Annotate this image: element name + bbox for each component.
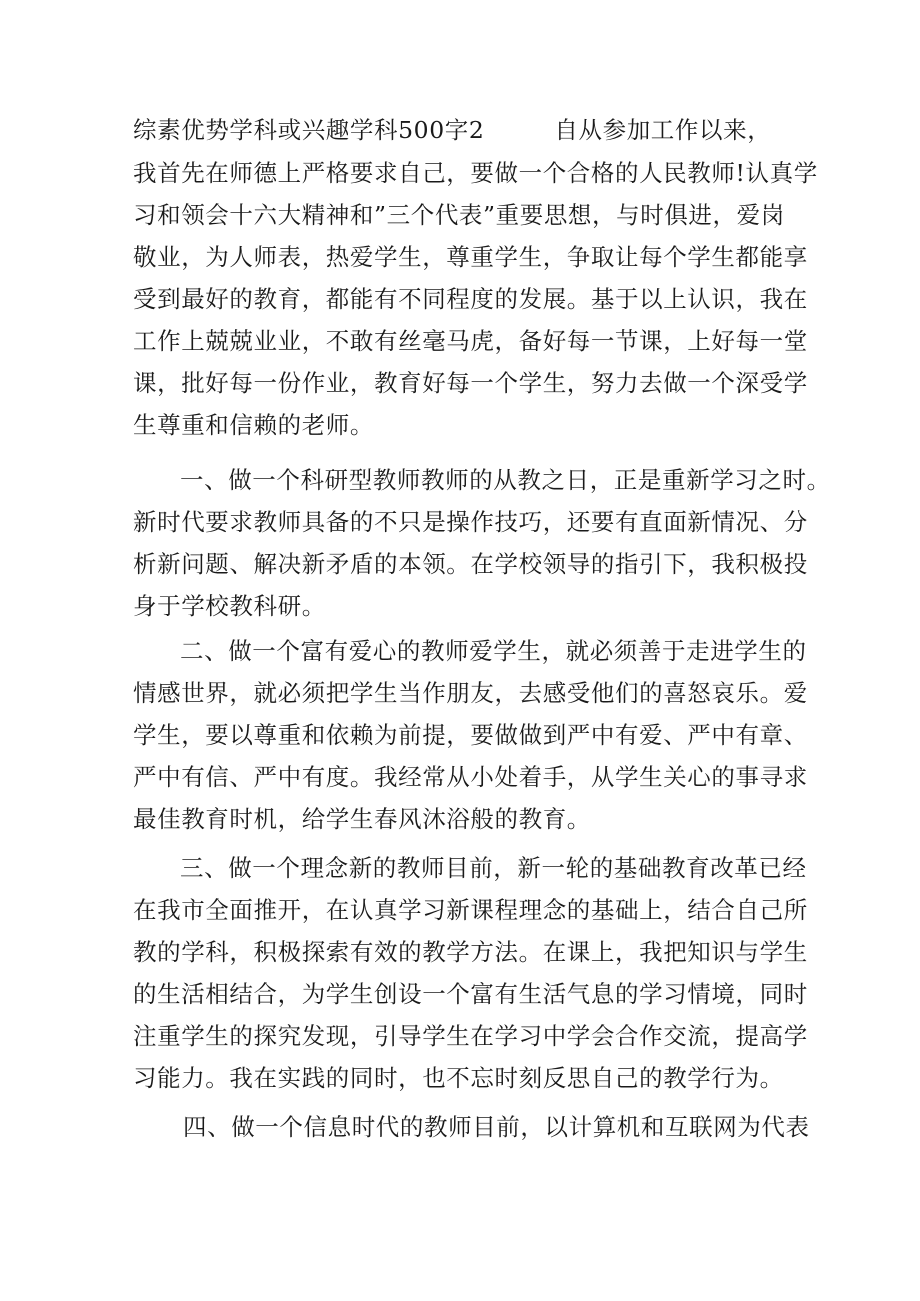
text-line: 工作上兢兢业业，不敢有丝毫马虎，备好每一节课，上好每一堂 <box>133 327 808 355</box>
text-line: 身于学校教科研。 <box>133 592 326 620</box>
paragraph-3-line: 三、做一个理念新的教师目前，新一轮的基础教育改革已经 <box>180 854 807 882</box>
text-line: 敬业，为人师表，热爱学生，尊重学生，争取让每个学生都能享 <box>133 243 808 271</box>
text-line: 生尊重和信赖的老师。 <box>133 411 374 439</box>
text-line: 的生活相结合，为学生创设一个富有生活气息的学习情境，同时 <box>133 980 808 1008</box>
text-line: 严中有信、严中有度。我经常从小处着手，从学生关心的事寻求 <box>133 763 808 791</box>
text-line: 注重学生的探究发现，引导学生在学习中学会合作交流，提高学 <box>133 1022 808 1050</box>
text-line: 习和领会十六大精神和”三个代表”重要思想，与时俱进，爱岗 <box>133 201 785 229</box>
text-line: 我首先在师德上严格要求自己，要做一个合格的人民教师!认真学 <box>133 159 818 187</box>
text-line: 情感世界，就必须把学生当作朋友，去感受他们的喜怒哀乐。爱 <box>133 679 808 707</box>
paragraph-2-line: 二、做一个富有爱心的教师爱学生，就必须善于走进学生的 <box>180 637 807 665</box>
text-line: 教的学科，积极探索有效的教学方法。在课上，我把知识与学生 <box>133 938 808 966</box>
document-title: 综素优势学科或兴趣学科500字2 <box>133 116 485 144</box>
title-line <box>133 115 771 145</box>
text-line: 新时代要求教师具备的不只是操作技巧，还要有直面新情况、分 <box>133 508 808 536</box>
text-line: 析新问题、解决新矛盾的本领。在学校领导的指引下，我积极投 <box>133 550 808 578</box>
text-line: 习能力。我在实践的同时，也不忘时刻反思自己的教学行为。 <box>133 1064 784 1092</box>
paragraph-1-line: 一、做一个科研型教师教师的从教之日，正是重新学习之时。 <box>180 466 831 494</box>
text-line: 最佳教育时机，给学生春风沐浴般的教育。 <box>133 805 591 833</box>
opening-text: 自从参加工作以来， <box>554 116 772 144</box>
paragraph-4-line: 四、做一个信息时代的教师目前，以计算机和互联网为代表 <box>183 1113 810 1141</box>
text-line: 受到最好的教育，都能有不同程度的发展。基于以上认识，我在 <box>133 285 808 313</box>
text-line: 课，批好每一份作业，教育好每一个学生，努力去做一个深受学 <box>133 369 808 397</box>
text-line: 学生，要以尊重和依赖为前提，要做做到严中有爱、严中有章、 <box>133 721 808 749</box>
text-line: 在我市全面推开，在认真学习新课程理念的基础上，结合自己所 <box>133 896 808 924</box>
